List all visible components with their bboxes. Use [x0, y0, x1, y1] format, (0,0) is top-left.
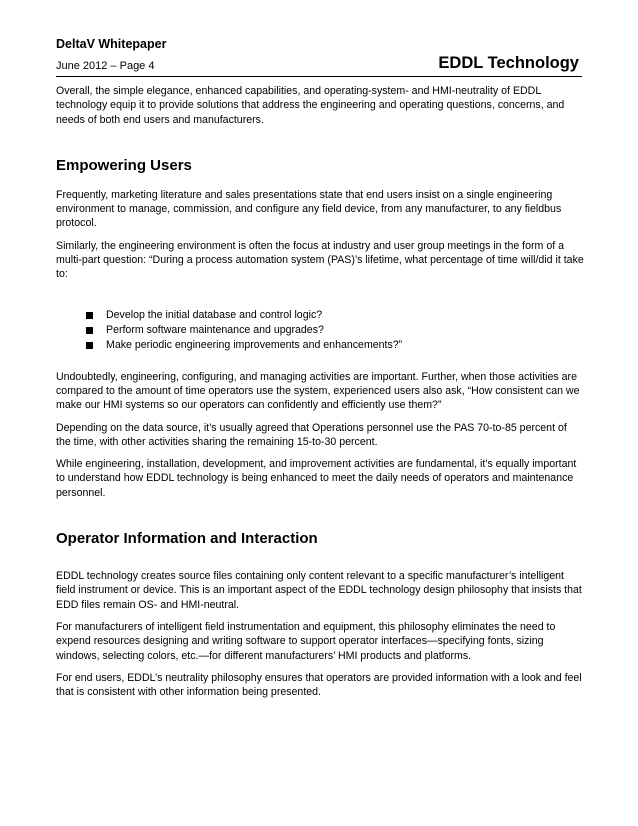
list-item [56, 308, 584, 323]
list-item [56, 338, 584, 353]
operator-paragraph-1: EDDL technology creates source files containing only content relevant to a specific manufacturer’s intelligent field instrument or device. This is an important aspect of the EDDL technology design philosophy that insists that EDD files remain OS- and HMI-neutral. [56, 570, 582, 611]
header-title: DeltaV Whitepaper [56, 37, 167, 51]
empowering-paragraph-4: Depending on the data source, it’s usually agreed that Operations personnel use the PAS 70-to-85 percent of the time, with other activities sharing the remaining 15-to-30 percent. [56, 421, 567, 448]
list-item-text: Develop the initial database and control logic? [106, 308, 323, 321]
empowering-paragraph-5: While engineering, installation, development, and improvement activities are fundamental, it’s equally important to understand how EDDL technology is being enhanced to meet the daily needs of operators and maintenance personnel. [56, 458, 577, 499]
intro-paragraph: Overall, the simple elegance, enhanced capabilities, and operating-system- and HMI-neutrality of EDDL technology equip it to provide solutions that address the engineering and operating questions, concerns, and needs of both end users and manufacturers. [56, 85, 565, 126]
section-heading-operator-information: Operator Information and Interaction [56, 530, 318, 548]
header-date-page: June 2012 – Page 4 [56, 60, 155, 72]
body-content [56, 84, 584, 699]
section-heading-empowering-users: Empowering Users [56, 156, 192, 174]
list-item [56, 323, 584, 338]
header-divider [56, 76, 582, 77]
list-item-text: Make periodic engineering improvements and enhancements?” [106, 338, 403, 351]
square-bullet-icon [86, 327, 93, 334]
question-list [56, 308, 584, 353]
empowering-paragraph-2: Similarly, the engineering environment is often the focus at industry and user group meetings in the form of a multi-part question: “During a process automation system (PAS)’s lifetime, what percentage of time will/did it take to: [56, 239, 584, 281]
list-item-text: Perform software maintenance and upgrades? [106, 323, 324, 336]
empowering-paragraph-3: Undoubtedly, engineering, configuring, and managing activities are important. Further, when those activities are compared to the amount of time operators use the system, experienced users also ask, “How consistent can we make our HMI systems so our operators can confidently and efficiently use them?” [56, 370, 580, 412]
empowering-paragraph-1: Frequently, marketing literature and sales presentations state that end users insist on a single engineering environment to manage, commission, and configure any field device, from any manufacturer, to any fieldbus protocol. [56, 188, 562, 230]
operator-paragraph-2: For manufacturers of intelligent field instrumentation and equipment, this philosophy eliminates the need to expend resources designing and writing software to support operator interfaces—specifying fonts, sizing windows, selecting colors, etc.—for different manufacturers’ HMI products and platforms. [56, 620, 556, 662]
operator-paragraph-3: For end users, EDDL’s neutrality philosophy ensures that operators are provided information with a look and feel that is consistent with other information being presented. [56, 671, 582, 699]
header-topic: EDDL Technology [438, 54, 579, 72]
square-bullet-icon [86, 312, 93, 319]
square-bullet-icon [86, 342, 93, 349]
